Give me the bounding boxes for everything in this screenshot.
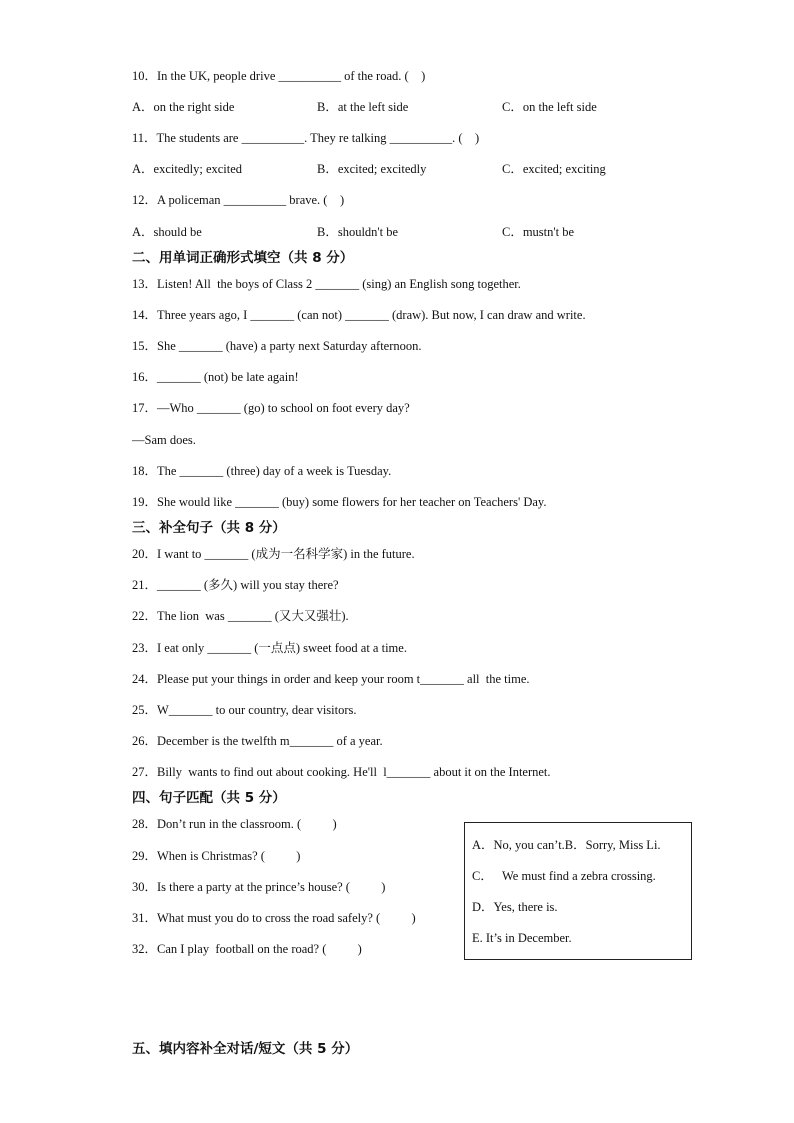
section-4-heading: 四、句子匹配（共 5 分）: [132, 790, 286, 806]
question-13: 13．Listen! All the boys of Class 2 _______ (sing) an English song together.: [132, 277, 521, 291]
question-24: 24．Please put your things in order and keep your room t_______ all the time.: [132, 672, 530, 686]
matching-option-e: E. It’s in December.: [472, 931, 572, 945]
matching-option-d: D．Yes, there is.: [472, 900, 558, 914]
question-15: 15．She _______ (have) a party next Saturday afternoon.: [132, 339, 422, 353]
matching-options-box: [464, 822, 692, 960]
question-32: 32．Can I play football on the road? ( ): [132, 942, 362, 956]
question-20: 20．I want to _______ (成为一名科学家) in the future.: [132, 547, 415, 561]
q10-option-b: B．at the left side: [317, 100, 409, 114]
question-22: 22．The lion was _______ (又大又强壮).: [132, 609, 349, 623]
q12-option-a: A．should be: [132, 225, 202, 239]
question-25: 25．W_______ to our country, dear visitors.: [132, 703, 357, 717]
question-19: 19．She would like _______ (buy) some flowers for her teacher on Teachers' Day.: [132, 495, 547, 509]
question-17-answer: —Sam does.: [132, 433, 196, 447]
question-21: 21．_______ (多久) will you stay there?: [132, 578, 339, 592]
question-14: 14．Three years ago, I _______ (can not) _______ (draw). But now, I can draw and write.: [132, 308, 586, 322]
q10-option-a: A．on the right side: [132, 100, 235, 114]
section-5-heading: 五、填内容补全对话/短文（共 5 分）: [132, 1041, 359, 1057]
q11-option-a: A．excitedly; excited: [132, 162, 243, 176]
question-27: 27．Billy wants to find out about cooking. He'll l_______ about it on the Internet.: [132, 765, 551, 779]
matching-option-a-b: A．No, you can’t.B．Sorry, Miss Li.: [472, 838, 661, 852]
question-12: 12．A policeman __________ brave. ( ): [132, 193, 345, 207]
matching-option-c: C． We must find a zebra crossing.: [472, 869, 656, 883]
question-18: 18．The _______ (three) day of a week is Tuesday.: [132, 464, 392, 478]
question-11: 11．The students are __________. They re talking __________. ( ): [132, 131, 480, 145]
question-17: 17．—Who _______ (go) to school on foot every day?: [132, 401, 410, 415]
question-16: 16．_______ (not) be late again!: [132, 370, 299, 384]
question-31: 31．What must you do to cross the road safely? ( ): [132, 911, 416, 925]
q12-option-c: C．mustn't be: [502, 225, 575, 239]
question-23: 23．I eat only _______ (一点点) sweet food at a time.: [132, 641, 407, 655]
q10-option-c: C．on the left side: [502, 100, 597, 114]
section-3-heading: 三、补全句子（共 8 分）: [132, 520, 286, 536]
question-26: 26．December is the twelfth m_______ of a year.: [132, 734, 383, 748]
section-2-heading: 二、用单词正确形式填空（共 8 分）: [132, 250, 354, 266]
question-30: 30．Is there a party at the prince’s house? ( ): [132, 880, 386, 894]
question-28: 28．Don’t run in the classroom. ( ): [132, 817, 337, 831]
question-10: 10．In the UK, people drive __________ of the road. ( ): [132, 69, 426, 83]
question-29: 29．When is Christmas? ( ): [132, 849, 301, 863]
q11-option-c: C．excited; exciting: [502, 162, 606, 176]
q12-option-b: B．shouldn't be: [317, 225, 399, 239]
q11-option-b: B．excited; excitedly: [317, 162, 427, 176]
